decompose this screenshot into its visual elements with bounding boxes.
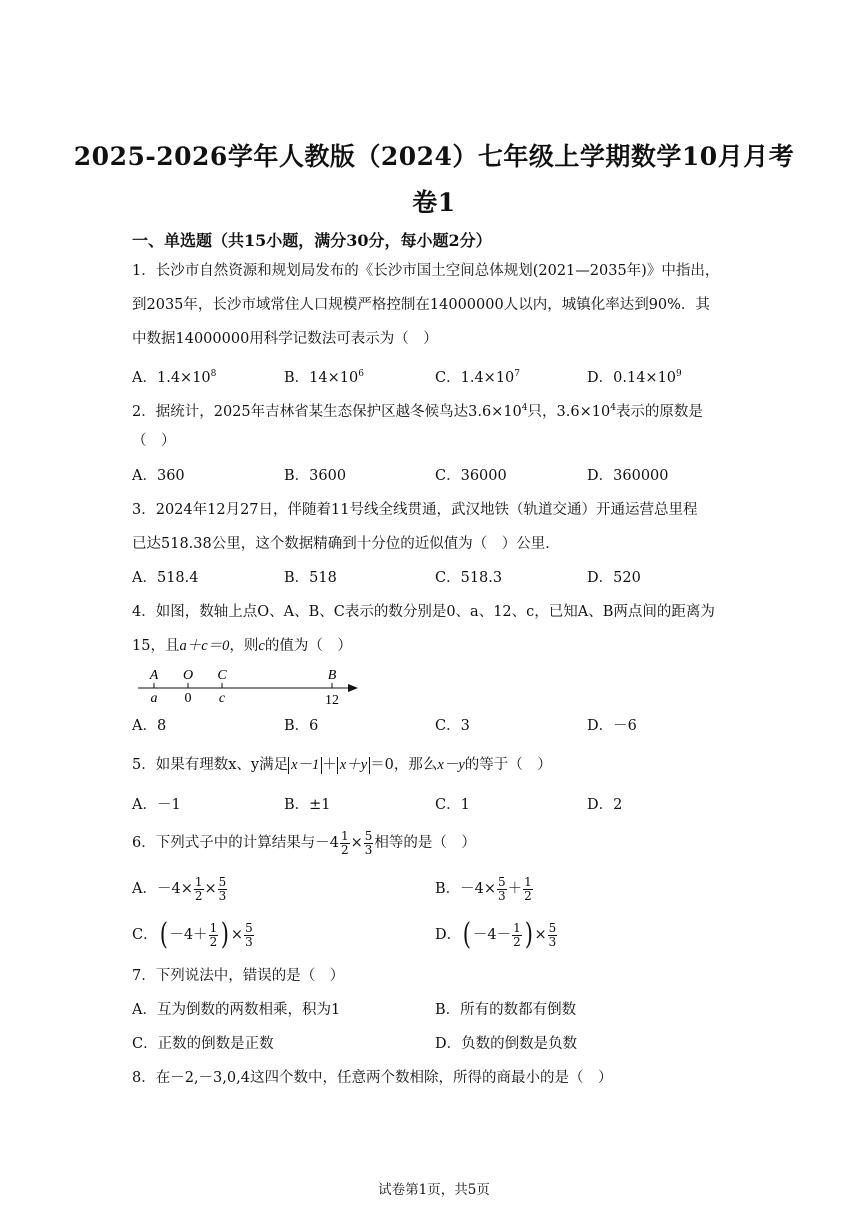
q3-line1: 3．2024年12月27日，伴随着11号线全线贯通，武汉地铁（轨道交通）开通运营总里程 [132, 502, 698, 518]
q4-line2: 15，且a＋c＝0，则c的值为（ ） [132, 638, 352, 654]
q7-option-d: D．负数的倒数是负数 [435, 1036, 578, 1052]
q2-option-d: D．360000 [587, 468, 669, 484]
q7-option-c: C．正数的倒数是正数 [132, 1036, 274, 1052]
q7-option-b: B．所有的数都有倒数 [435, 1002, 577, 1018]
abs-x-plus-y: x＋y [337, 757, 370, 774]
q5-option-c: C．1 [435, 797, 470, 813]
q4-option-a: A．8 [132, 718, 167, 734]
q6-option-a: A．－4× $\frac{1}{2}$ × $\frac{5}{3}$ [132, 874, 227, 903]
q2-option-b: B．3600 [284, 468, 347, 484]
q5-option-a: A．－1 [132, 797, 181, 813]
q1-line2: 到2035年，长沙市域常住人口规模严格控制在14000000人以内，城镇化率达到90%．其 [132, 297, 710, 313]
q4-option-c: C．3 [435, 718, 470, 734]
point-name-b: B [327, 668, 337, 683]
q5-option-b: B．±1 [284, 797, 331, 813]
point-label-b: 12 [325, 693, 339, 708]
page-footer: 试卷第1页，共5页 [378, 1182, 490, 1198]
q2-option-c: C．36000 [435, 468, 507, 484]
q1-option-a: A．$1.4\times 10^8$ [132, 369, 217, 386]
q7-line1: 7．下列说法中，错误的是（ ） [132, 968, 345, 984]
q2-line2: （ ） [132, 433, 176, 449]
q5-option-d: D．2 [587, 797, 623, 813]
q2-option-a: A．360 [132, 468, 185, 484]
q3-line2: 已达518.38公里，这个数据精确到十分位的近似值为（ ）公里． [132, 536, 560, 552]
q1-option-b: B．$14\times 10^6$ [284, 369, 364, 386]
number-line-figure [134, 664, 364, 708]
q6-option-c: C．( －4＋ $\frac{1}{2}$ ) × $\frac{5}{3}$ [132, 917, 253, 952]
abs-x-minus-1: x－1 [288, 757, 322, 774]
q7-option-a: A．互为倒数的两数相乘，积为1 [132, 1002, 341, 1018]
q1-option-c: C．$1.4\times 10^7$ [435, 369, 521, 386]
q4-option-d: D．－6 [587, 718, 637, 734]
q8-line1: 8．在－2,－3,0,4这四个数中，任意两个数相除，所得的商最小的是（ ） [132, 1070, 613, 1086]
q4-line1: 4．如图，数轴上点O、A、B、C表示的数分别是0、a、12、c，已知A、B两点间的距离为 [132, 604, 715, 620]
q3-option-c: C．518.3 [435, 570, 503, 586]
q3-option-b: B．518 [284, 570, 337, 586]
q5-line1: 5．如果有理数x、y满足 x－1 ＋ x＋y ＝0，那么x－y的等于（ ） [132, 757, 552, 773]
point-label-c: c [218, 691, 226, 706]
point-label-o: 0 [184, 691, 192, 706]
q6-line1: 6．下列式子中的计算结果与－4 $\frac{1}{2}$ × $\frac{5}{3}$ 相等的是（ ） [132, 828, 476, 857]
q2-line1: 2．据统计，2025年吉林省某生态保护区越冬候鸟达$3.6\times 10^4$只，$3.6\times 10^4$表示的原数是 [132, 403, 703, 420]
q4-option-b: B．6 [284, 718, 319, 734]
q1-line3: 中数据14000000用科学记数法可表示为（ ） [132, 331, 438, 347]
q3-option-d: D．520 [587, 570, 641, 586]
q1-line1: 1．长沙市自然资源和规划局发布的《长沙市国土空间总体规划(2021—2035年)》中指出， [132, 263, 720, 279]
point-name-a: A [149, 668, 159, 683]
exam-title-line1: 2025-2026学年人教版（2024）七年级上学期数学10月月考 [73, 142, 795, 171]
q6-option-b: B．－4× $\frac{5}{3}$ ＋ $\frac{1}{2}$ [435, 874, 532, 903]
q1-option-d: D．$0.14\times 10^9$ [587, 369, 682, 386]
q3-option-a: A．518.4 [132, 570, 199, 586]
point-label-a: a [150, 691, 158, 706]
q6-option-d: D．( －4－ $\frac{1}{2}$ ) × $\frac{5}{3}$ [435, 917, 557, 952]
point-name-c: C [217, 668, 227, 683]
point-name-o: O [182, 668, 194, 683]
number-line-arrow [348, 684, 358, 692]
section-heading: 一、单选题（共15小题，满分30分，每小题2分） [132, 231, 492, 250]
exam-title-line2: 卷1 [412, 188, 456, 217]
